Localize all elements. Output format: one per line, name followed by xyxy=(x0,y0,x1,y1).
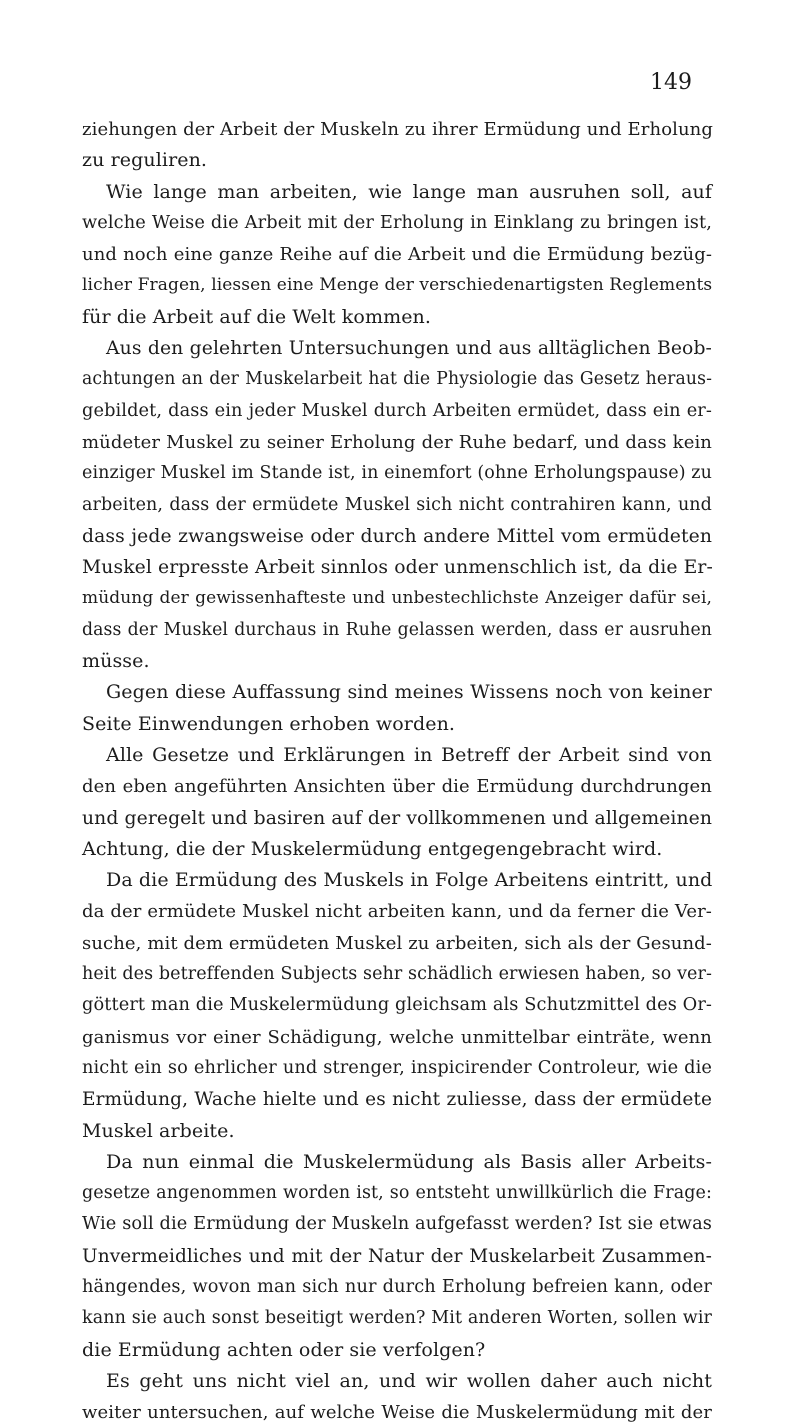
text-line: Muskel arbeite. xyxy=(82,1119,235,1142)
text-line: welche Weise die Arbeit mit der Erholung in Einklang zu bringen ist, xyxy=(82,212,712,233)
page-number: 149 xyxy=(650,70,692,95)
text-line: und geregelt und basiren auf der vollkommenen und allgemeinen xyxy=(82,807,713,829)
text-line: heit des betreffenden Subjects sehr schädlich erwiesen haben, so ver- xyxy=(82,964,712,985)
body-text xyxy=(82,114,712,1428)
text-line: arbeiten, dass der ermüdete Muskel sich nicht contrahiren kann, und xyxy=(82,494,712,515)
text-line: den eben angeführten Ansichten über die Ermüdung durchdrungen xyxy=(82,776,712,798)
text-line: Da die Ermüdung des Muskels in Folge Arbeitens eintritt, und xyxy=(106,869,713,892)
text-line: Wie lange man arbeiten, wie lange man ausruhen soll, auf xyxy=(106,180,712,203)
text-line: licher Fragen, liessen eine Menge der verschiedenartigsten Reglements xyxy=(82,275,713,296)
text-line: müdung der gewissenhafteste und unbestechlichste Anzeiger dafür sei, xyxy=(82,588,712,609)
text-line: Wie soll die Ermüdung der Muskeln aufgefasst werden? Ist sie etwas xyxy=(82,1214,712,1235)
text-line: müdeter Muskel zu seiner Erholung der Ruhe bedarf, und dass kein xyxy=(82,431,712,453)
text-line: dass der Muskel durchaus in Ruhe gelassen werden, dass er ausruhen xyxy=(82,619,712,640)
text-line: achtungen an der Muskelarbeit hat die Physiologie das Gesetz heraus- xyxy=(82,369,712,390)
text-line: für die Arbeit auf die Welt kommen. xyxy=(82,305,432,328)
text-line: ganismus vor einer Schädigung, welche unmittelbar einträte, wenn xyxy=(82,1026,712,1048)
text-line: Da nun einmal die Muskelermüdung als Basis aller Arbeits- xyxy=(106,1150,712,1173)
text-line: weiter untersuchen, auf welche Weise die Muskelermüdung mit der xyxy=(82,1402,712,1424)
text-line: Ermüdung, Wache hielte und es nicht zuliesse, dass der ermüdete xyxy=(82,1089,712,1111)
text-line: nicht ein so ehrlicher und strenger, inspicirender Controleur, wie die xyxy=(82,1057,712,1078)
text-line: hängendes, wovon man sich nur durch Erholung befreien kann, oder xyxy=(82,1276,712,1297)
text-line: müsse. xyxy=(82,650,150,673)
text-line: zu reguliren. xyxy=(82,149,208,172)
text-line: Muskel erpresste Arbeit sinnlos oder unmenschlich ist, da die Er- xyxy=(82,557,713,579)
text-line: Seite Einwendungen erhoben worden. xyxy=(82,712,456,735)
text-line: gebildet, dass ein jeder Muskel durch Arbeiten ermüdet, dass ein er- xyxy=(82,400,712,421)
text-line: die Ermüdung achten oder sie verfolgen? xyxy=(82,1338,486,1361)
text-line: gesetze angenommen worden ist, so entsteht unwillkürlich die Frage: xyxy=(82,1183,712,1204)
text-line: Aus den gelehrten Untersuchungen und aus alltäglichen Beob- xyxy=(106,338,712,360)
text-line: suche, mit dem ermüdeten Muskel zu arbeiten, sich als der Gesund- xyxy=(82,932,712,954)
text-line: und noch eine ganze Reihe auf die Arbeit und die Ermüdung bezüg- xyxy=(82,244,712,266)
text-line: Es geht uns nicht viel an, und wir wollen daher auch nicht xyxy=(106,1369,712,1392)
text-line: dass jede zwangsweise oder durch andere Mittel vom ermüdeten xyxy=(82,525,712,547)
text-line: Gegen diese Auffassung sind meines Wissens noch von keiner xyxy=(106,681,712,704)
text-line: göttert man die Muskelermüdung gleichsam als Schutzmittel des Or- xyxy=(82,995,712,1016)
text-line: einziger Muskel im Stande ist, in einemfort (ohne Erholungspause) zu xyxy=(82,463,712,484)
text-line: ziehungen der Arbeit der Muskeln zu ihrer Ermüdung und Erholung xyxy=(82,119,713,140)
text-line: Unvermeidliches und mit der Natur der Muskelarbeit Zusammen- xyxy=(82,1245,712,1267)
text-line: kann sie auch sonst beseitigt werden? Mit anderen Worten, sollen wir xyxy=(82,1308,712,1329)
text-line: Alle Gesetze und Erklärungen in Betreff der Arbeit sind von xyxy=(106,743,712,766)
text-line: Achtung, die der Muskelermüdung entgegengebracht wird. xyxy=(82,837,663,860)
text-line: da der ermüdete Muskel nicht arbeiten kann, und da ferner die Ver- xyxy=(82,901,712,923)
